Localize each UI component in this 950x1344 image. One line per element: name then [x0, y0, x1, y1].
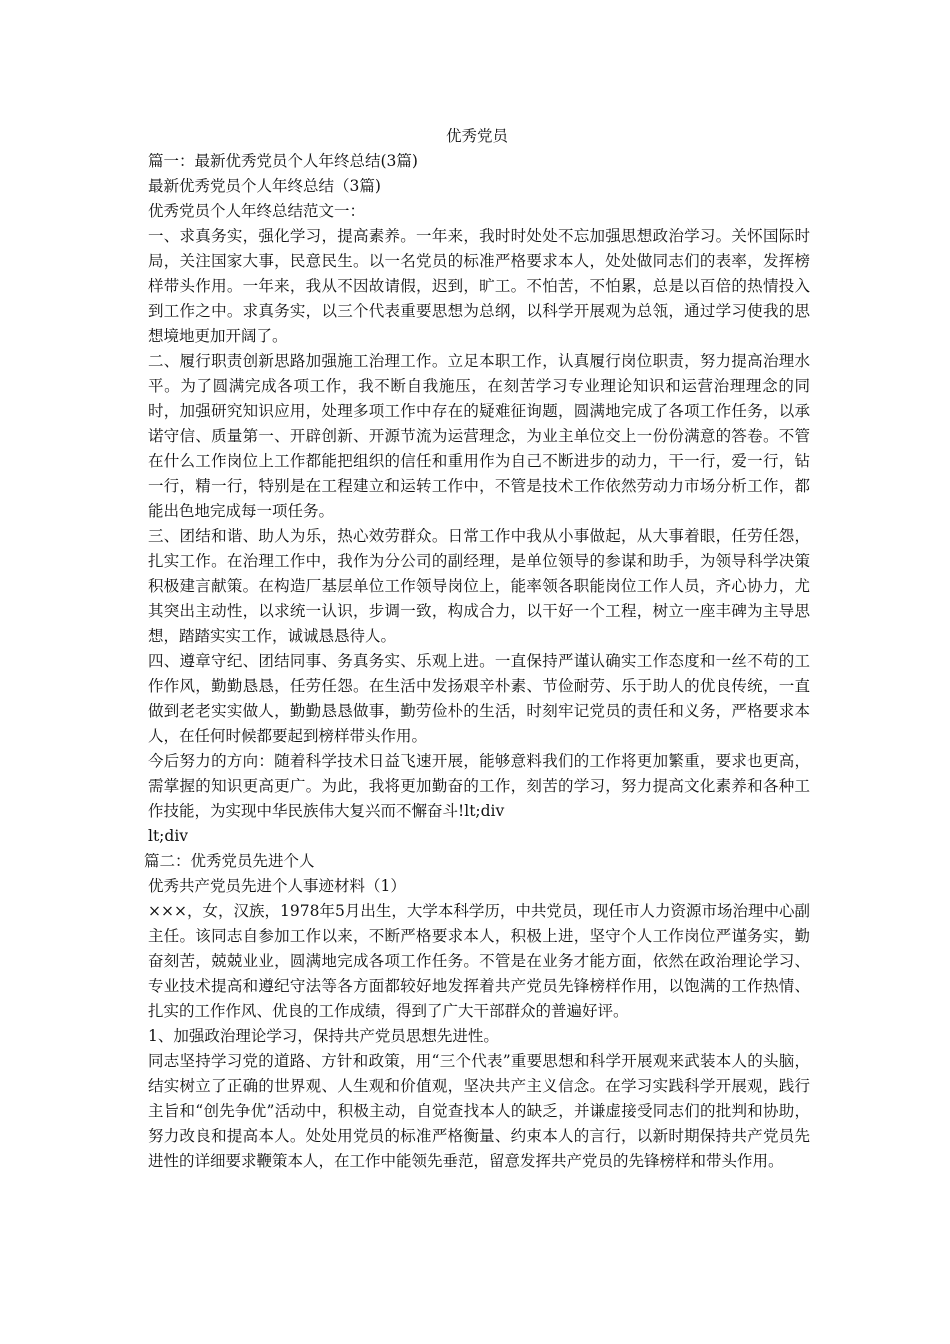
document-title: 优秀党员 [445, 127, 508, 145]
paragraph: 四、遵章守纪、团结同事、务真务实、乐观上进。一直保持严谨认确实工作态度和一丝不苟的工作作风，勤勤恳恳，任劳任怨。在生活中发扬艰辛朴素、节俭耐劳、乐于助人的优良传统，一直做到老老实实做人，勤勤恳恳做事，勤劳俭朴的生活，时刻牢记党员的责任和义务，严格要求本人，在任何时候都要起到榜样带头作用。 [148, 652, 810, 745]
section-heading-2: 篇二：优秀党员先进个人 [144, 852, 315, 870]
paragraph: 二、履行职责创新思路加强施工治理工作。立足本职工作，认真履行岗位职责，努力提高治理水平。为了圆满完成各项工作，我不断自我施压，在刻苦学习专业理论知识和运营治理理念的同时，加强研究知识应用，处理多项工作中存在的疑难征询题，圆满地完成了各项工作任务，以承诺守信、质量第一、开辟创新、开源节流为运营理念，为业主单位交上一份份满意的答卷。不管在什么工作岗位上工作都能把组织的信任和重用作为自己不断进步的动力，干一行，爱一行，钻一行，精一行，特别是在工程建立和运转工作中，不管是技术工作依然劳动力市场分析工作，都能出色地完成每一项任务。 [148, 352, 810, 520]
stray-markup-line: lt;div [148, 827, 189, 845]
numbered-heading: 1、加强政治理论学习，保持共产党员思想先进性。 [148, 1027, 499, 1045]
paragraph: 三、团结和谐、助人为乐，热心效劳群众。日常工作中我从小事做起，从大事着眼，任劳任怨，扎实工作。在治理工作中，我作为分公司的副经理，是单位领导的参谋和助手，为领导科学决策积极建言献策。在构造厂基层单位工作领导岗位上，能率领各职能岗位工作人员，齐心协力，尤其突出主动性，以求统一认识，步调一致，构成合力，以干好一个工程，树立一座丰碑为主导思想，踏踏实实工作，诚诚恳恳待人。 [148, 527, 810, 645]
paragraph: 一、求真务实，强化学习，提高素养。一年来，我时时处处不忘加强思想政治学习。关怀国际时局，关注国家大事，民意民生。以一名党员的标准严格要求本人，处处做同志们的表率，发挥榜样带头作用。一年来，我从不因故请假，迟到，旷工。不怕苦，不怕累，总是以百倍的热情投入到工作之中。求真务实，以三个代表重要思想为总纲，以科学开展观为总瓴，通过学习使我的思想境地更加开阔了。 [148, 227, 810, 345]
paragraph: 今后努力的方向：随着科学技术日益飞速开展，能够意料我们的工作将更加繁重，要求也更高，需掌握的知识更高更广。为此，我将更加勤奋的工作，刻苦的学习，努力提高文化素养和各种工作技能，为实现中华民族伟大复兴而不懈奋斗!lt;div [148, 752, 810, 820]
subheading: 优秀共产党员先进个人事迹材料（1） [148, 877, 406, 895]
subheading: 最新优秀党员个人年终总结（3篇) [148, 177, 381, 195]
sample-heading: 优秀党员个人年终总结范文一： [148, 202, 366, 220]
paragraph: 同志坚持学习党的道路、方针和政策，用“三个代表”重要思想和科学开展观来武装本人的头脑，结实树立了正确的世界观、人生观和价值观，坚决共产主义信念。在学习实践科学开展观，践行主旨和“创先争优”活动中，积极主动，自觉查找本人的缺乏，并谦虚接受同志们的批判和协助，努力改良和提高本人。处处用党员的标准严格衡量、约束本人的言行，以新时期保持共产党员先进性的详细要求鞭策本人，在工作中能领先垂范，留意发挥共产党员的先锋榜样和带头作用。 [148, 1052, 810, 1170]
document-body [144, 122, 810, 1174]
section-heading-1: 篇一：最新优秀党员个人年终总结(3篇) [148, 152, 418, 170]
paragraph: ×××，女，汉族，1978年5月出生，大学本科学历，中共党员，现任市人力资源市场治理中心副主任。该同志自参加工作以来，不断严格要求本人，积极上进，坚守个人工作岗位严谨务实，勤奋刻苦，兢兢业业，圆满地完成各项工作任务。不管是在业务才能方面，依然在政治理论学习、专业技术提高和遵纪守法等各方面都较好地发挥着共产党员先锋榜样作用，以饱满的工作热情、扎实的工作作风、优良的工作成绩，得到了广大干部群众的普遍好评。 [148, 902, 810, 1020]
